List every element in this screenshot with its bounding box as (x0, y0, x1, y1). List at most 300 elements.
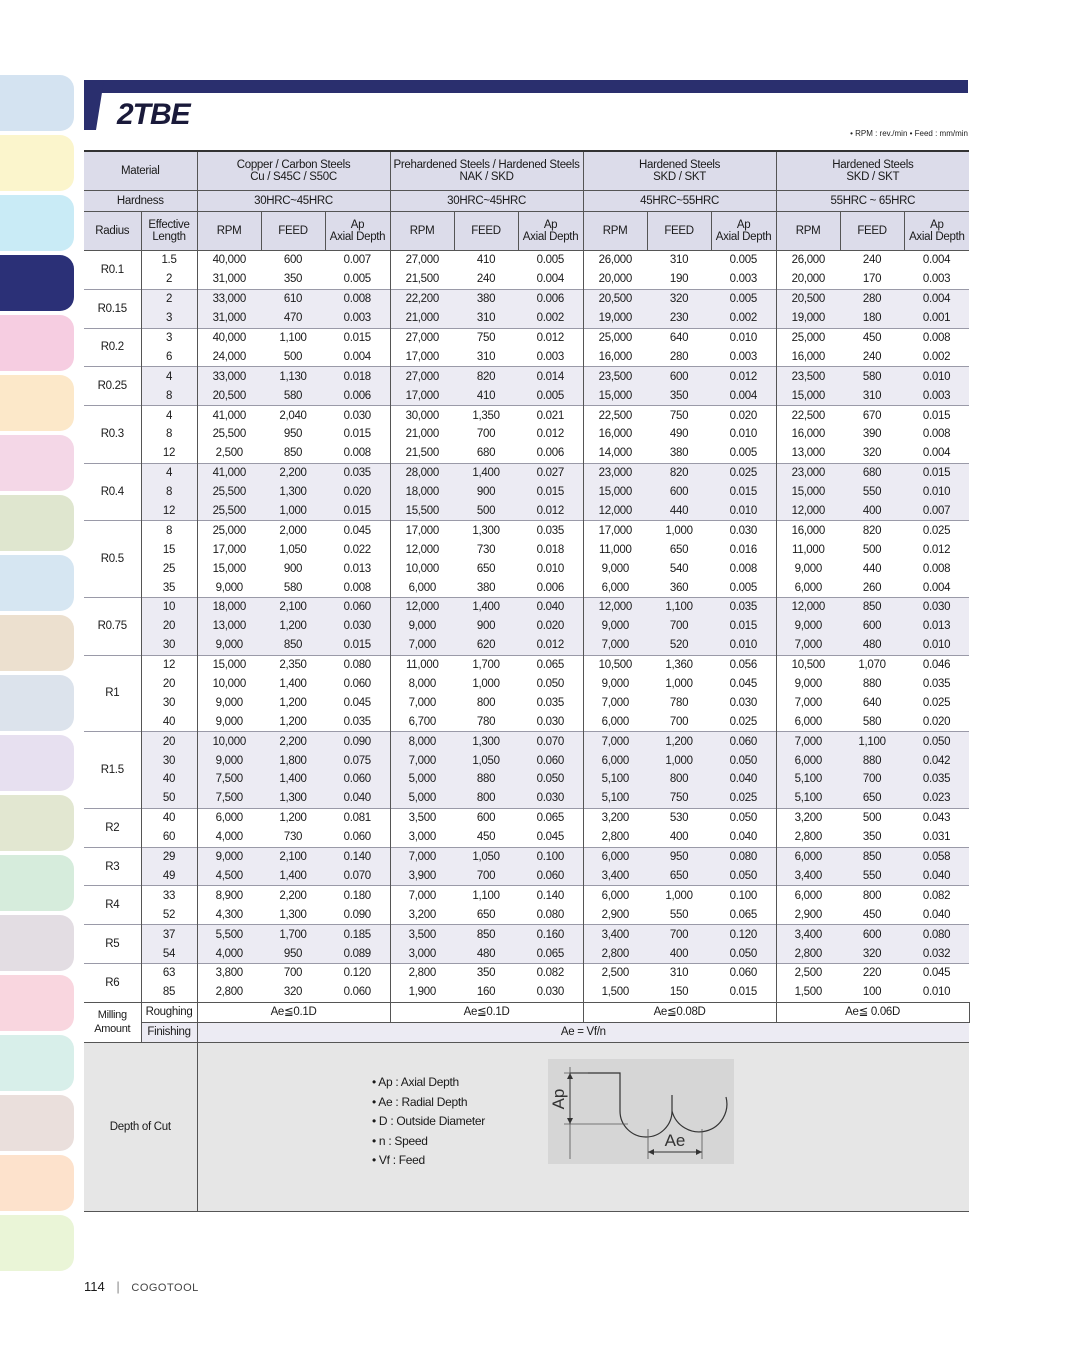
table-cell: 600 (261, 251, 325, 270)
table-cell: 0.050 (518, 770, 583, 789)
table-cell: 0.004 (904, 251, 969, 270)
table-row (84, 655, 969, 674)
table-cell: 0.089 (325, 944, 390, 963)
table-cell: 0.050 (711, 867, 776, 886)
table-cell: 1,400 (261, 770, 325, 789)
table-cell: 0.030 (518, 789, 583, 808)
table-cell: 0.014 (518, 367, 583, 386)
table-cell: 0.030 (518, 712, 583, 731)
table-cell: 1,070 (840, 655, 904, 674)
table-cell: 600 (840, 617, 904, 636)
table-cell: 1,360 (647, 655, 711, 674)
table-cell: 0.021 (518, 406, 583, 425)
table-row (84, 770, 969, 789)
table-cell: 52 (141, 905, 197, 924)
table-cell: 6,000 (776, 886, 840, 905)
table-row (84, 828, 969, 847)
roughing-value: Ae≦0.08D (583, 1002, 776, 1022)
table-cell: 450 (862, 908, 882, 921)
rpm-header: RPM (390, 212, 454, 251)
table-cell: 2,500 (215, 447, 243, 460)
table-cell: 0.012 (518, 328, 583, 347)
table-cell: 6,000 (601, 581, 629, 594)
table-cell: 0.008 (711, 559, 776, 578)
table-cell: 7,000 (390, 847, 454, 866)
table-cell: 20 (141, 675, 197, 694)
table-row (84, 983, 969, 1002)
feed-header: FEED (647, 212, 711, 251)
table-cell: 310 (476, 350, 496, 363)
table-cell: 16,000 (791, 428, 825, 441)
table-cell: 22,200 (390, 289, 454, 308)
side-tab[interactable] (0, 1155, 74, 1211)
table-cell: 480 (840, 636, 904, 655)
table-cell: 230 (647, 309, 711, 328)
table-cell: 0.010 (711, 502, 776, 521)
table-cell: 1,000 (647, 751, 711, 770)
table-cell: 7,000 (583, 732, 647, 751)
table-cell: 1,200 (261, 808, 325, 827)
table-cell: 0.050 (518, 675, 583, 694)
table-cell: 0.027 (518, 463, 583, 482)
table-cell: 5,000 (390, 770, 454, 789)
table-cell: 1,400 (454, 463, 518, 482)
table-cell: 0.025 (904, 521, 969, 540)
table-cell: 680 (476, 447, 496, 460)
table-cell: 33,000 (197, 367, 261, 386)
table-cell: 1,500 (794, 986, 822, 999)
table-cell: 29 (141, 847, 197, 866)
table-row (84, 289, 969, 308)
table-cell: 0.004 (518, 270, 583, 289)
table-cell: 260 (862, 581, 882, 594)
table-cell: 25,000 (776, 328, 840, 347)
table-cell: 1,300 (279, 908, 307, 921)
table-cell: 15,000 (197, 655, 261, 674)
table-cell: 0.025 (711, 712, 776, 731)
table-cell: 220 (840, 963, 904, 982)
table-cell: 550 (840, 867, 904, 886)
table-cell: 0.006 (325, 386, 390, 405)
table-cell: 40,000 (197, 328, 261, 347)
table-cell: 0.060 (325, 770, 390, 789)
table-cell: 1,700 (261, 925, 325, 944)
table-cell: 700 (669, 715, 689, 728)
table-cell: 9,000 (601, 562, 629, 575)
side-tab[interactable] (0, 1095, 74, 1151)
table-cell: 14,000 (598, 447, 632, 460)
table-cell: 9,000 (197, 636, 261, 655)
table-cell: 7,000 (601, 696, 629, 709)
table-cell: 0.060 (711, 732, 776, 751)
header-band (84, 80, 968, 93)
table-cell: 4 (141, 463, 197, 482)
table-cell: 820 (454, 367, 518, 386)
table-row (84, 559, 969, 578)
table-cell: 700 (454, 867, 518, 886)
side-tab[interactable] (0, 375, 74, 431)
table-cell: 12,000 (405, 543, 439, 556)
table-cell: 0.040 (325, 789, 390, 808)
table-row (84, 309, 969, 328)
table-cell: 6,000 (197, 808, 261, 827)
table-cell: 0.012 (518, 425, 583, 444)
table-cell: 3,500 (390, 808, 454, 827)
table-cell: 27,000 (390, 251, 454, 270)
table-cell: 500 (862, 543, 882, 556)
table-cell: 350 (647, 386, 711, 405)
table-cell: 580 (862, 715, 882, 728)
table-cell: 0.045 (518, 828, 583, 847)
table-cell: 12 (141, 444, 197, 463)
table-row (84, 617, 969, 636)
table-cell: 0.003 (904, 386, 969, 405)
table-cell: 320 (862, 447, 882, 460)
table-cell: 450 (840, 328, 904, 347)
table-cell: 0.008 (325, 578, 390, 597)
table-cell: 700 (261, 963, 325, 982)
table-cell: 0.023 (904, 789, 969, 808)
table-cell: 530 (647, 808, 711, 827)
table-cell: 640 (647, 328, 711, 347)
table-row (84, 867, 969, 886)
table-cell: 0.008 (325, 444, 390, 463)
side-tab[interactable] (0, 675, 74, 731)
table-cell: 0.040 (904, 867, 969, 886)
table-cell: 380 (476, 581, 496, 594)
table-cell: 23,000 (776, 463, 840, 482)
table-cell: 0.013 (904, 617, 969, 636)
table-cell: 5,100 (776, 789, 840, 808)
table-cell: 310 (647, 251, 711, 270)
side-tab[interactable] (0, 1215, 74, 1271)
table-cell: 2 (141, 289, 197, 308)
table-cell: 0.004 (711, 386, 776, 405)
side-tab[interactable] (0, 135, 74, 191)
side-tab[interactable] (0, 615, 74, 671)
table-cell: 0.140 (325, 847, 390, 866)
hardness-group-3: 45HRC~55HRC (583, 191, 776, 212)
table-cell: 0.012 (711, 367, 776, 386)
side-tab[interactable] (0, 975, 74, 1031)
table-cell: 800 (454, 789, 518, 808)
table-cell: 380 (669, 447, 689, 460)
table-cell: 24,000 (212, 350, 246, 363)
table-cell: 150 (669, 986, 689, 999)
table-cell: 2,800 (215, 986, 243, 999)
material-group-3: Hardened Steels SKD / SKT (583, 151, 776, 191)
table-row (84, 963, 969, 982)
table-cell: 880 (840, 751, 904, 770)
table-cell: 0.003 (711, 270, 776, 289)
table-cell: 880 (454, 770, 518, 789)
table-cell: 0.160 (518, 925, 583, 944)
table-cell: 600 (840, 925, 904, 944)
table-cell: 3,800 (197, 963, 261, 982)
table-cell: 0.004 (922, 447, 951, 460)
table-cell: 1,000 (472, 678, 500, 691)
table-cell: 1,300 (454, 521, 518, 540)
table-cell: 400 (669, 831, 689, 844)
table-cell: 22,500 (583, 406, 647, 425)
finishing-label: Finishing (141, 1022, 197, 1042)
table-cell: 9,000 (215, 696, 243, 709)
table-cell: 20,500 (776, 289, 840, 308)
table-cell: 0.020 (922, 715, 951, 728)
table-row (84, 636, 969, 655)
table-cell: 41,000 (197, 463, 261, 482)
depth-of-cut-legend (372, 1073, 485, 1171)
table-cell: 27,000 (390, 328, 454, 347)
table-cell: 7,000 (583, 636, 647, 655)
table-cell: 0.003 (325, 309, 390, 328)
table-cell: 0.056 (711, 655, 776, 674)
table-cell: 15,000 (212, 562, 246, 575)
table-cell: 30 (141, 751, 197, 770)
table-cell: 2,350 (261, 655, 325, 674)
table-cell: 6,700 (408, 715, 436, 728)
radius-cell: R0.4 (84, 463, 141, 521)
table-cell: 0.185 (325, 925, 390, 944)
side-tab[interactable] (0, 75, 74, 131)
table-cell: 0.042 (904, 751, 969, 770)
table-cell: 0.018 (518, 540, 583, 559)
table-cell: 7,000 (390, 751, 454, 770)
ap-header: Ap Axial Depth (325, 212, 390, 251)
table-cell: 3 (141, 328, 197, 347)
radius-cell: R0.75 (84, 598, 141, 656)
table-cell: 0.140 (518, 886, 583, 905)
table-cell: 0.040 (922, 908, 951, 921)
hardness-group-4: 55HRC ~ 65HRC (776, 191, 969, 212)
side-tab[interactable] (0, 915, 74, 971)
table-cell: 400 (840, 502, 904, 521)
table-cell: 0.120 (325, 963, 390, 982)
table-cell: 850 (840, 598, 904, 617)
side-tab[interactable] (0, 1035, 74, 1091)
table-cell: 13,000 (791, 447, 825, 460)
table-cell: 1,000 (647, 886, 711, 905)
table-cell: 2,500 (583, 963, 647, 982)
table-cell: 310 (647, 963, 711, 982)
side-tab[interactable] (0, 435, 74, 491)
table-cell: 50 (141, 789, 197, 808)
table-cell: 19,000 (583, 309, 647, 328)
side-tab[interactable] (0, 555, 74, 611)
table-cell: 17,000 (390, 521, 454, 540)
table-cell: 3,900 (390, 867, 454, 886)
table-cell: 33,000 (197, 289, 261, 308)
table-cell: 0.003 (922, 273, 951, 286)
table-cell: 0.100 (518, 847, 583, 866)
table-cell: 1,200 (279, 715, 307, 728)
table-cell: 0.008 (922, 562, 951, 575)
table-cell: 320 (647, 289, 711, 308)
table-cell: 0.065 (711, 905, 776, 924)
table-cell: 8,000 (408, 678, 436, 691)
table-cell: 6,000 (583, 751, 647, 770)
table-cell: 7,000 (408, 696, 436, 709)
table-cell: 0.025 (922, 696, 951, 709)
side-tab[interactable] (0, 735, 74, 791)
table-cell: 1,350 (454, 406, 518, 425)
effective-length-header: Effective Length (141, 212, 197, 251)
table-cell: 440 (647, 502, 711, 521)
table-cell: 440 (862, 562, 882, 575)
table-cell: 17,000 (583, 521, 647, 540)
table-cell: 7,000 (390, 886, 454, 905)
side-tab[interactable] (0, 255, 74, 311)
table-cell: 4,300 (215, 908, 243, 921)
table-cell: 17,000 (405, 350, 439, 363)
table-cell: 10,000 (405, 562, 439, 575)
table-cell: 820 (647, 463, 711, 482)
radius-cell: R0.2 (84, 328, 141, 367)
table-cell: 400 (647, 944, 711, 963)
table-cell: 820 (840, 521, 904, 540)
table-cell: 49 (141, 867, 197, 886)
milling-amount-label: Milling Amount (84, 1002, 141, 1042)
table-cell: 17,000 (390, 386, 454, 405)
material-group-1: Copper / Carbon Steels Cu / S45C / S50C (197, 151, 390, 191)
table-cell: 23,500 (583, 367, 647, 386)
side-tab[interactable] (0, 195, 74, 251)
table-cell: 23,500 (776, 367, 840, 386)
table-cell: 0.005 (711, 289, 776, 308)
table-cell: 640 (862, 696, 882, 709)
table-cell: 1,500 (601, 986, 629, 999)
table-row (84, 675, 969, 694)
table-cell: 1,200 (261, 617, 325, 636)
table-cell: 25,500 (197, 502, 261, 521)
table-row (84, 712, 969, 731)
table-cell: 4 (141, 406, 197, 425)
table-cell: 900 (283, 562, 303, 575)
table-cell: 9,000 (601, 678, 629, 691)
radius-cell: R0.1 (84, 251, 141, 290)
table-cell: 1,300 (261, 789, 325, 808)
table-cell: 240 (840, 251, 904, 270)
table-cell: 0.120 (711, 925, 776, 944)
table-cell: 2,100 (261, 847, 325, 866)
table-cell: 5,000 (390, 789, 454, 808)
side-tabs (0, 75, 74, 1275)
table-cell: 850 (454, 925, 518, 944)
side-tab[interactable] (0, 315, 74, 371)
table-row (84, 751, 969, 770)
table-cell: 85 (141, 983, 197, 1002)
brand-name: COGOTOOL (131, 1282, 199, 1294)
table-cell: 0.008 (922, 428, 951, 441)
table-cell: 16,000 (598, 428, 632, 441)
radius-cell: R1.5 (84, 732, 141, 809)
table-cell: 0.035 (922, 678, 951, 691)
table-cell: 2,200 (261, 463, 325, 482)
side-tab[interactable] (0, 855, 74, 911)
table-cell: 0.060 (325, 828, 390, 847)
table-cell: 15,000 (583, 483, 647, 502)
table-cell: 850 (283, 447, 303, 460)
table-cell: 3,000 (408, 831, 436, 844)
table-cell: 26,000 (776, 251, 840, 270)
table-cell: 0.020 (518, 617, 583, 636)
table-cell: 0.030 (518, 983, 583, 1002)
radius-cell: R0.3 (84, 406, 141, 464)
legend-item: • Ae : Radial Depth (372, 1094, 468, 1109)
table-cell: 580 (261, 386, 325, 405)
legend-item: • Vf : Feed (372, 1153, 425, 1167)
table-cell: 63 (141, 963, 197, 982)
table-cell: 15,500 (390, 502, 454, 521)
finishing-value: Ae = Vf/n (197, 1022, 969, 1042)
legend-item: • n : Speed (372, 1133, 428, 1148)
table-cell: 0.001 (904, 309, 969, 328)
table-cell: 0.070 (325, 867, 390, 886)
radius-cell: R2 (84, 808, 141, 847)
table-cell: 9,000 (776, 617, 840, 636)
radius-cell: R1 (84, 655, 141, 732)
roughing-value: Ae≦0.1D (197, 1002, 390, 1022)
table-cell: 0.015 (904, 406, 969, 425)
table-cell: 1,200 (279, 696, 307, 709)
table-cell: 0.006 (518, 578, 583, 597)
table-cell: 40 (141, 770, 197, 789)
table-cell: 650 (840, 789, 904, 808)
table-cell: 6 (141, 347, 197, 366)
table-cell: 0.045 (325, 521, 390, 540)
table-cell: 9,000 (390, 617, 454, 636)
table-row (84, 905, 969, 924)
table-cell: 15,000 (776, 386, 840, 405)
table-cell: 11,000 (390, 655, 454, 674)
table-cell: 11,000 (599, 543, 632, 556)
table-cell: 0.035 (518, 521, 583, 540)
table-cell: 3 (141, 309, 197, 328)
table-cell: 0.006 (518, 444, 583, 463)
ap-header: Ap Axial Depth (518, 212, 583, 251)
table-cell: 0.050 (711, 808, 776, 827)
table-cell: 13,000 (197, 617, 261, 636)
table-cell: 28,000 (390, 463, 454, 482)
table-cell: 0.025 (711, 789, 776, 808)
page-number: 114 (84, 1279, 105, 1294)
table-cell: 40 (141, 808, 197, 827)
table-row (84, 425, 969, 444)
table-cell: 550 (840, 483, 904, 502)
table-cell: 3,400 (776, 925, 840, 944)
table-cell: 0.100 (711, 886, 776, 905)
table-cell: 0.065 (518, 944, 583, 963)
table-cell: 0.006 (518, 289, 583, 308)
table-row (84, 444, 969, 463)
table-cell: 950 (647, 847, 711, 866)
table-cell: 0.007 (904, 502, 969, 521)
feed-header: FEED (840, 212, 904, 251)
side-tab[interactable] (0, 495, 74, 551)
table-cell: 4,500 (197, 867, 261, 886)
table-cell: 0.020 (325, 483, 390, 502)
table-cell: 0.040 (711, 770, 776, 789)
side-tab[interactable] (0, 795, 74, 851)
table-cell: 8,900 (197, 886, 261, 905)
table-cell: 700 (647, 925, 711, 944)
table-cell: 620 (454, 636, 518, 655)
table-cell: 0.015 (325, 328, 390, 347)
table-cell: 730 (476, 543, 496, 556)
rpm-header: RPM (583, 212, 647, 251)
table-cell: 9,000 (794, 678, 822, 691)
table-cell: 2,800 (390, 963, 454, 982)
